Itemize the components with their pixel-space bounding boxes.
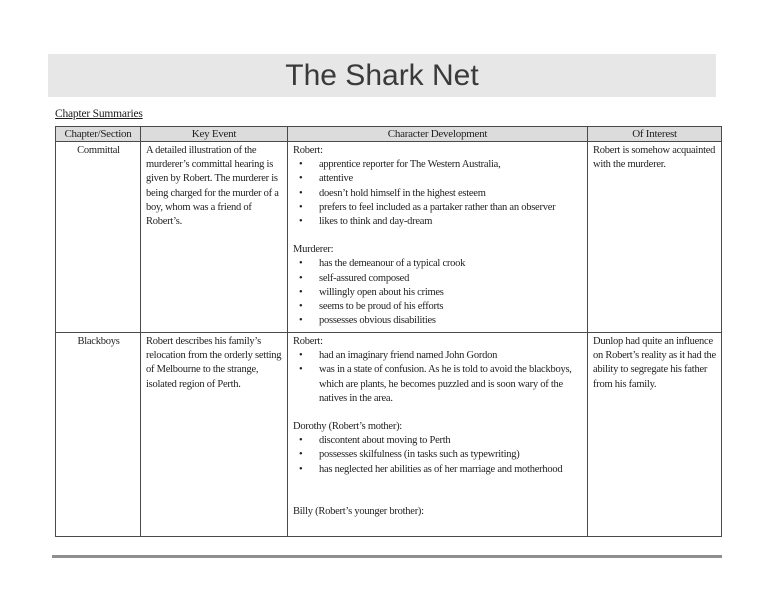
chapter-cell [56, 142, 141, 333]
chapter-text: Blackboys [77, 336, 120, 347]
bullet-marker-icon: • [299, 364, 303, 376]
table-header-row [56, 127, 722, 142]
bullet-marker-icon: • [299, 350, 303, 362]
bullet-item [293, 187, 583, 201]
bullet-marker-icon: • [299, 463, 303, 475]
character-group-heading: Dorothy (Robert’s mother): [293, 421, 402, 433]
bullet-text: apprentice reporter for The Western Australia, [319, 159, 501, 171]
bullet-text: attentive [319, 173, 353, 185]
bullet-text: doesn’t hold himself in the highest esteem [319, 187, 486, 199]
bullet-marker-icon: • [299, 201, 303, 213]
bullet-text: willingly open about his crimes [319, 286, 444, 298]
bullet-text: possesses skilfulness (in tasks such as typewriting) [319, 449, 520, 461]
chapter-text: Committal [77, 145, 120, 156]
bullet-marker-icon: • [299, 301, 303, 313]
bullet-item [293, 300, 583, 314]
bullet-item [293, 463, 583, 477]
bullet-item [293, 286, 583, 300]
bullet-item [293, 434, 583, 448]
bullet-item [293, 158, 583, 172]
character-group-heading: Murderer: [293, 244, 334, 256]
bullet-item [293, 172, 583, 186]
table-header-cell: Key Event [141, 127, 288, 142]
character-group-heading: Robert: [293, 336, 323, 347]
table-header-cell: Of Interest [588, 127, 722, 142]
of-interest-cell [588, 333, 722, 537]
bullet-text: self-assured composed [319, 272, 410, 284]
of-interest-cell [588, 142, 722, 333]
bullet-marker-icon: • [299, 159, 303, 171]
bullet-marker-icon: • [299, 258, 303, 270]
bullet-marker-icon: • [299, 173, 303, 185]
bullet-text: was in a state of confusion. As he is told to avoid the blackboys, which are plants, he becomes puzzled and is soon wary of the natives in the area. [319, 364, 572, 404]
table-header-cell: Character Development [288, 127, 588, 142]
bullet-item [293, 363, 583, 406]
character-development-content [288, 333, 587, 519]
character-group-heading: Billy (Robert’s younger brother): [293, 505, 424, 517]
bullet-text: has neglected her abilities as of her marriage and motherhood [319, 463, 563, 475]
bullet-marker-icon: • [299, 286, 303, 298]
key-event-text: Robert describes his family’s relocation from the orderly setting of Melbourne to the strange, isolated region of Perth. [146, 336, 282, 390]
bullet-text: seems to be proud of his efforts [319, 301, 444, 313]
title-banner [48, 54, 716, 97]
of-interest-text: Dunlop had quite an influence on Robert’s reality as it had the ability to segregate his father from his family. [593, 336, 716, 390]
character-group [293, 505, 583, 519]
bullet-text: prefers to feel included as a partaker rather than an observer [319, 201, 556, 213]
chapter-summary-table [55, 126, 722, 537]
bullet-marker-icon: • [299, 216, 303, 228]
bullet-item [293, 215, 583, 229]
character-development-cell [288, 333, 588, 537]
bullet-marker-icon: • [299, 435, 303, 447]
table-row [56, 333, 722, 537]
bullet-text: likes to think and day-dream [319, 216, 433, 228]
character-group-heading: Robert: [293, 145, 323, 156]
document-title: The Shark Net [285, 58, 479, 92]
bullet-text: possesses obvious disabilities [319, 315, 436, 327]
bullet-text: has the demeanour of a typical crook [319, 258, 466, 270]
key-event-cell [141, 333, 288, 537]
character-group [293, 144, 583, 229]
character-development-content [288, 142, 587, 328]
key-event-text: A detailed illustration of the murderer’s committal hearing is given by Robert. The murderer is being charged for the murder of a boy, whom was a friend of Robert’s. [146, 145, 279, 228]
bullet-item [293, 272, 583, 286]
bullet-item [293, 257, 583, 271]
bullet-text: had an imaginary friend named John Gordon [319, 350, 498, 362]
chapter-cell [56, 333, 141, 537]
bullet-marker-icon: • [299, 272, 303, 284]
character-group [293, 420, 583, 477]
of-interest-text: Robert is somehow acquainted with the murderer. [593, 145, 716, 171]
section-label: Chapter Summaries [55, 108, 143, 120]
character-development-cell [288, 142, 588, 333]
bullet-marker-icon: • [299, 449, 303, 461]
bullet-item [293, 448, 583, 462]
page-divider [52, 555, 722, 558]
bullet-marker-icon: • [299, 315, 303, 327]
character-group [293, 243, 583, 328]
bullet-item [293, 349, 583, 363]
bullet-text: discontent about moving to Perth [319, 435, 451, 447]
character-group [293, 335, 583, 406]
table-header-cell: Chapter/Section [56, 127, 141, 142]
table-row [56, 142, 722, 333]
key-event-cell [141, 142, 288, 333]
bullet-item [293, 314, 583, 328]
bullet-item [293, 201, 583, 215]
bullet-marker-icon: • [299, 187, 303, 199]
summary-table-body [56, 142, 722, 537]
